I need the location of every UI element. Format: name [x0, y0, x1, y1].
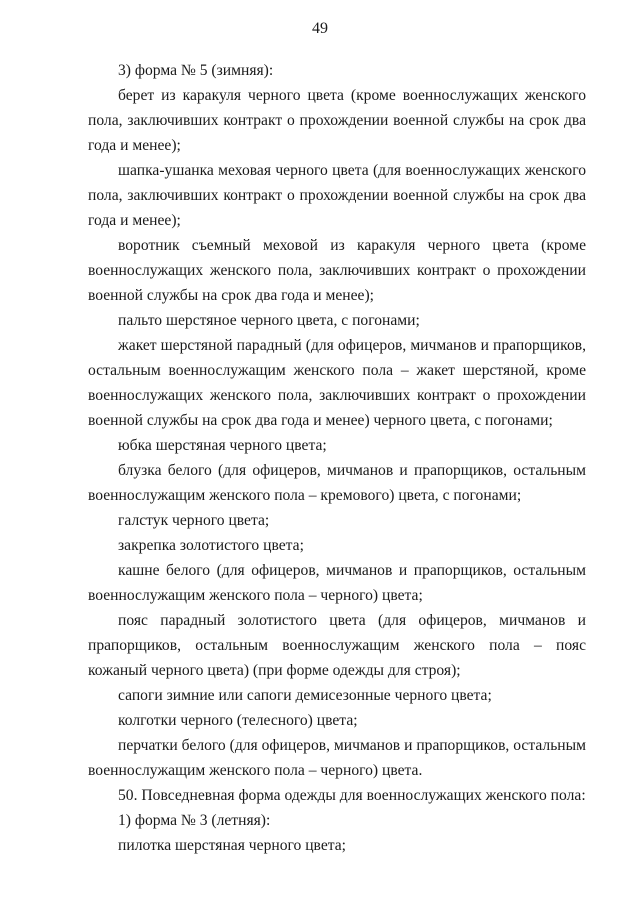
section-heading: 50. Повседневная форма одежды для военнослужащих женского пола: [118, 787, 586, 804]
list-item: сапоги зимние или сапоги демисезонные черного цвета; [118, 687, 492, 704]
list-item: жакет шерстяной парадный (для офицеров, мичманов и прапорщиков, остальным военнослужащим женского пола – жакет шерстяной, кроме военнослужащих женского пола, заключивших контракт о прохождении военной службы на срок два года и менее) черного цвета, с погонами; [88, 337, 586, 429]
page-number: 49 [312, 20, 328, 37]
list-item: пояс парадный золотистого цвета (для офицеров, мичманов и прапорщиков, остальным военнослужащим женского пола – пояс кожаный черного цвета) (при форме одежды для строя); [88, 612, 586, 679]
list-item: пилотка шерстяная черного цвета; [118, 837, 347, 854]
list-item: колготки черного (телесного) цвета; [118, 712, 358, 729]
list-item: шапка-ушанка меховая черного цвета (для военнослужащих женского пола, заключивших контракт о прохождении военной службы на срок два года и менее); [88, 162, 586, 229]
list-item: закрепка золотистого цвета; [118, 537, 304, 554]
list-item: пальто шерстяное черного цвета, с погонами; [118, 312, 420, 329]
list-item: 1) форма № 3 (летняя): [118, 812, 271, 829]
list-item: 3) форма № 5 (зимняя): [118, 62, 274, 79]
list-item: галстук черного цвета; [118, 512, 270, 529]
list-item: перчатки белого (для офицеров, мичманов и прапорщиков, остальным военнослужащим женского пола – черного) цвета. [88, 737, 586, 779]
list-item: берет из каракуля черного цвета (кроме военнослужащих женского пола, заключивших контракт о прохождении военной службы на срок два года и менее); [88, 87, 586, 154]
list-item: блузка белого (для офицеров, мичманов и прапорщиков, остальным военнослужащим женского пола – кремового) цвета, с погонами; [88, 462, 586, 504]
list-item: кашне белого (для офицеров, мичманов и прапорщиков, остальным военнослужащим женского пола – черного) цвета; [88, 562, 586, 604]
document-body [88, 58, 586, 858]
list-item: воротник съемный меховой из каракуля черного цвета (кроме военнослужащих женского пола, заключивших контракт о прохождении военной службы на срок два года и менее); [88, 237, 586, 304]
list-item: юбка шерстяная черного цвета; [118, 437, 327, 454]
